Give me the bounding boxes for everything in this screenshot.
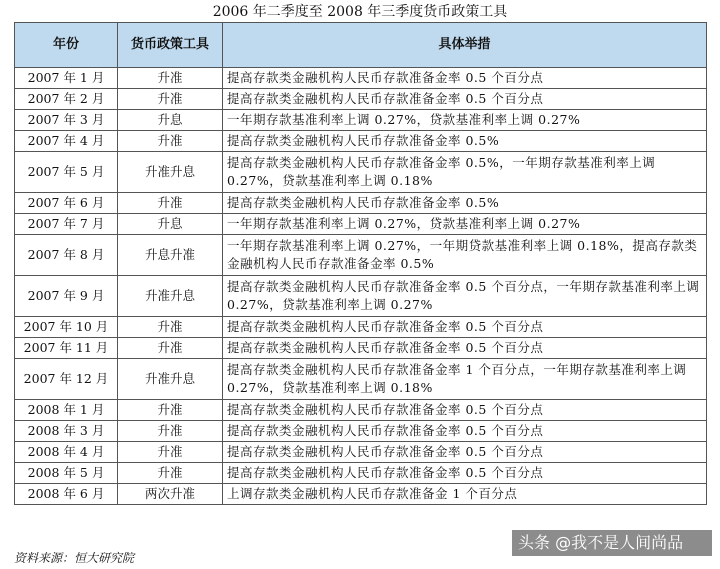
- tool-cell: 升准升息: [118, 152, 223, 193]
- tool-cell: 升准升息: [118, 359, 223, 400]
- detail-cell: 提高存款类金融机构人民币存款准备金率 0.5%: [223, 193, 707, 214]
- month-cell: 2007 年 6 月: [15, 193, 118, 214]
- detail-cell: 提高存款类金融机构人民币存款准备金率 0.5%: [223, 131, 707, 152]
- table-row: [15, 484, 707, 505]
- month-cell: 2007 年 4 月: [15, 131, 118, 152]
- month-cell: 2008 年 4 月: [15, 442, 118, 463]
- watermark: 头条 @我不是人间尚品: [512, 530, 712, 556]
- tool-cell: 升准: [118, 421, 223, 442]
- month-cell: 2008 年 1 月: [15, 400, 118, 421]
- detail-cell: 提高存款类金融机构人民币存款准备金率 0.5 个百分点: [223, 89, 707, 110]
- tool-cell: 升准: [118, 131, 223, 152]
- detail-cell: 提高存款类金融机构人民币存款准备金率 0.5 个百分点: [223, 68, 707, 89]
- header-detail: 具体举措: [223, 23, 707, 68]
- detail-cell: 提高存款类金融机构人民币存款准备金率 0.5%，一年期存款基准利率上调 0.27%，贷款基准利率上调 0.18%: [223, 152, 707, 193]
- table-row: [15, 110, 707, 131]
- table-row: [15, 68, 707, 89]
- detail-cell: 提高存款类金融机构人民币存款准备金率 0.5 个百分点: [223, 463, 707, 484]
- month-cell: 2008 年 3 月: [15, 421, 118, 442]
- month-cell: 2007 年 3 月: [15, 110, 118, 131]
- table-row: [15, 235, 707, 276]
- tool-cell: 升息: [118, 214, 223, 235]
- tool-cell: 升准: [118, 442, 223, 463]
- month-cell: 2007 年 1 月: [15, 68, 118, 89]
- month-cell: 2007 年 2 月: [15, 89, 118, 110]
- table-row: [15, 421, 707, 442]
- table-header-row: [15, 23, 707, 68]
- tool-cell: 升准: [118, 317, 223, 338]
- detail-cell: 提高存款类金融机构人民币存款准备金率 0.5 个百分点，一年期存款基准利率上调 0.27%，贷款基准利率上调 0.27%: [223, 276, 707, 317]
- month-cell: 2008 年 6 月: [15, 484, 118, 505]
- table-row: [15, 89, 707, 110]
- table-title: 2006 年二季度至 2008 年三季度货币政策工具: [212, 4, 508, 20]
- month-cell: 2007 年 10 月: [15, 317, 118, 338]
- month-cell: 2008 年 5 月: [15, 463, 118, 484]
- detail-cell: 上调存款类金融机构人民币存款准备金 1 个百分点: [223, 484, 707, 505]
- month-cell: 2007 年 11 月: [15, 338, 118, 359]
- detail-cell: 提高存款类金融机构人民币存款准备金率 1 个百分点，一年期存款基准利率上调 0.27%，贷款基准利率上调 0.18%: [223, 359, 707, 400]
- table-row: [15, 152, 707, 193]
- table-row: [15, 442, 707, 463]
- tool-cell: 升准: [118, 338, 223, 359]
- month-cell: 2007 年 12 月: [15, 359, 118, 400]
- tool-cell: 升准: [118, 68, 223, 89]
- policy-table: [14, 22, 707, 505]
- header-tool: 货币政策工具: [118, 23, 223, 68]
- detail-cell: 一年期存款基准利率上调 0.27%，贷款基准利率上调 0.27%: [223, 214, 707, 235]
- detail-cell: 提高存款类金融机构人民币存款准备金率 0.5 个百分点: [223, 338, 707, 359]
- tool-cell: 升息: [118, 110, 223, 131]
- month-cell: 2007 年 8 月: [15, 235, 118, 276]
- table-row: [15, 214, 707, 235]
- tool-cell: 两次升准: [118, 484, 223, 505]
- detail-cell: 提高存款类金融机构人民币存款准备金率 0.5 个百分点: [223, 442, 707, 463]
- header-month: 年份: [15, 23, 118, 68]
- source-note: 资料来源：恒大研究院: [14, 551, 135, 565]
- table-row: [15, 359, 707, 400]
- table-row: [15, 317, 707, 338]
- tool-cell: 升准升息: [118, 276, 223, 317]
- detail-cell: 提高存款类金融机构人民币存款准备金率 0.5 个百分点: [223, 317, 707, 338]
- month-cell: 2007 年 5 月: [15, 152, 118, 193]
- tool-cell: 升准: [118, 89, 223, 110]
- month-cell: 2007 年 9 月: [15, 276, 118, 317]
- detail-cell: 一年期存款基准利率上调 0.27%，贷款基准利率上调 0.27%: [223, 110, 707, 131]
- tool-cell: 升准: [118, 193, 223, 214]
- table-row: [15, 463, 707, 484]
- detail-cell: 提高存款类金融机构人民币存款准备金率 0.5 个百分点: [223, 421, 707, 442]
- table-row: [15, 338, 707, 359]
- tool-cell: 升息升准: [118, 235, 223, 276]
- table-row: [15, 276, 707, 317]
- table-row: [15, 131, 707, 152]
- tool-cell: 升准: [118, 400, 223, 421]
- table-row: [15, 193, 707, 214]
- month-cell: 2007 年 7 月: [15, 214, 118, 235]
- detail-cell: 一年期存款基准利率上调 0.27%，一年期贷款基准利率上调 0.18%，提高存款类金融机构人民币存款准备金率 0.5%: [223, 235, 707, 276]
- tool-cell: 升准: [118, 463, 223, 484]
- table-row: [15, 400, 707, 421]
- detail-cell: 提高存款类金融机构人民币存款准备金率 0.5 个百分点: [223, 400, 707, 421]
